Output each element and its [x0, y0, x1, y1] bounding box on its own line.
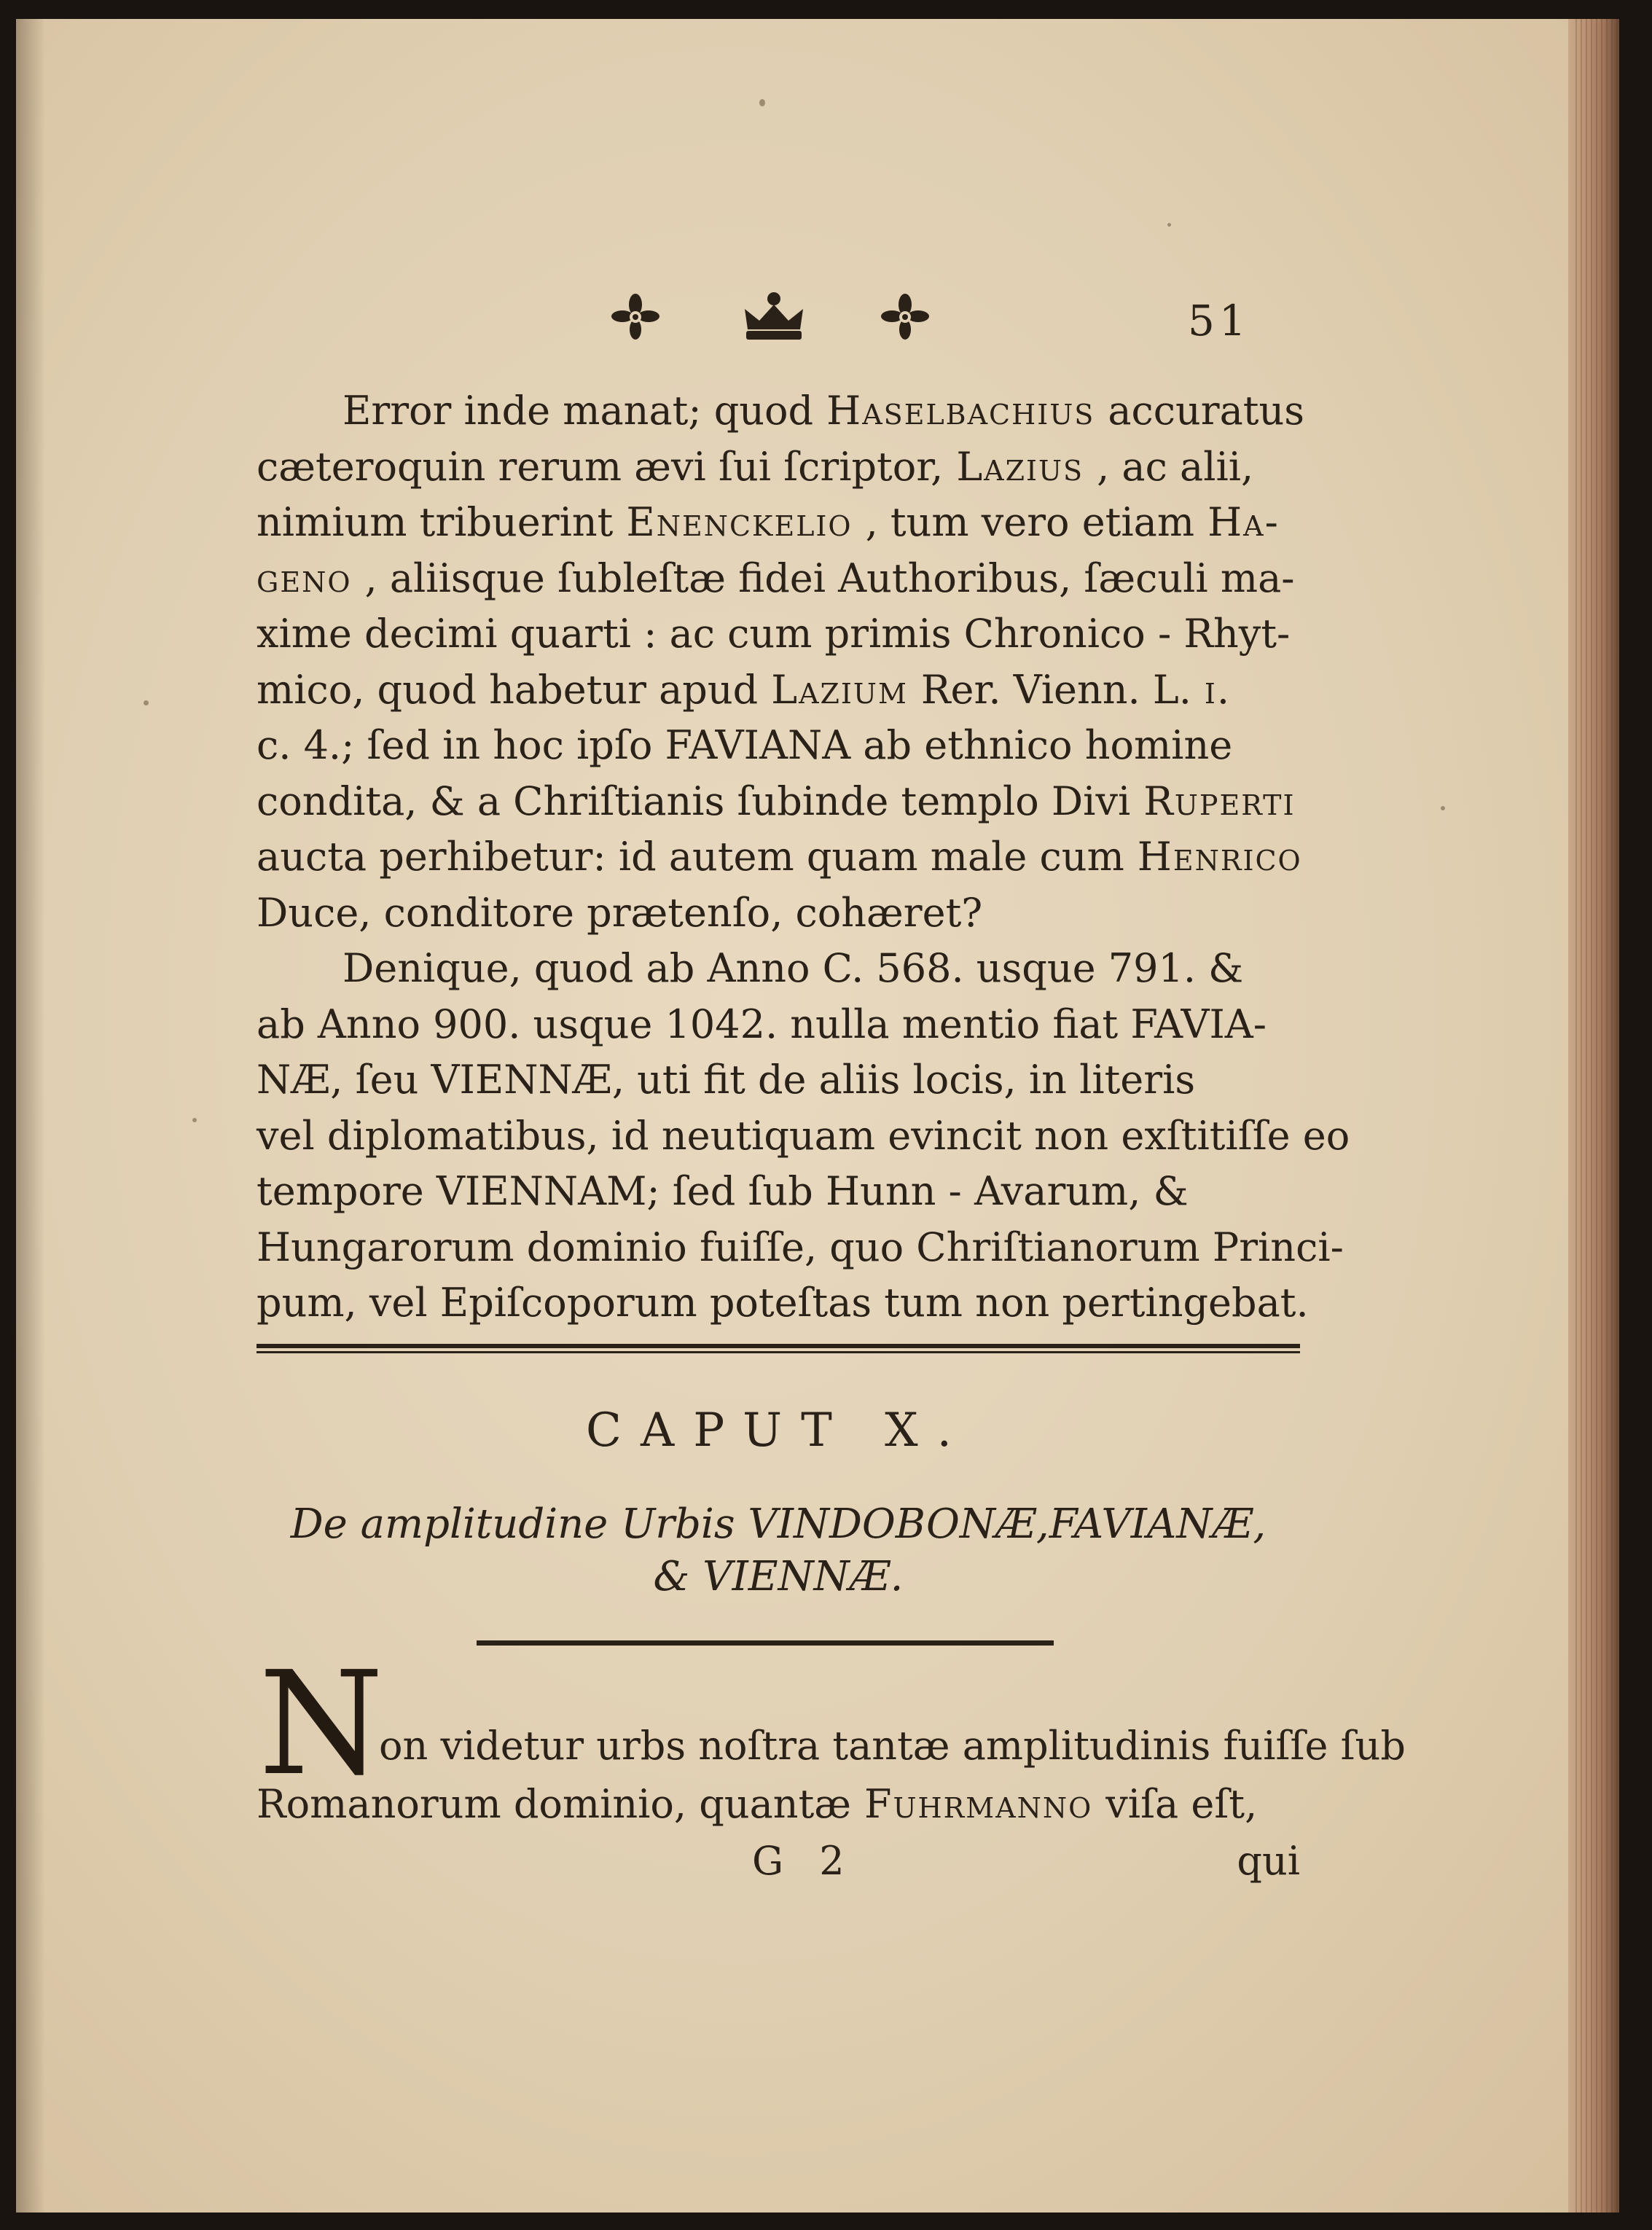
text-line: Denique, quod ab Anno C. 568. usque 791. & [342, 945, 1244, 991]
chapter-title: CAPUT X. [586, 1404, 971, 1458]
text-line: vel diplomatibus, id neutiquam evincit non exſtitiſſe eo [257, 1112, 1350, 1159]
paper-speck [1441, 806, 1445, 810]
text-line: ab Anno 900. usque 1042. nulla mentio fiat FAVIA- [257, 1001, 1267, 1047]
text-line: Romanorum dominio, quantæ Fuhrmanno viſa eſt, [257, 1781, 1258, 1827]
text-line: Hungarorum dominio fuiſſe, quo Chriſtianorum Princi- [257, 1224, 1344, 1270]
chapter-subtitle [257, 1498, 1300, 1603]
section-divider [257, 1344, 1300, 1354]
page-number: 51 [1188, 296, 1250, 345]
signature-mark: G 2 [752, 1838, 856, 1884]
paper-speck [1167, 223, 1171, 227]
text-line: NÆ, ſeu VIENNÆ, uti fit de aliis locis, in literis [257, 1057, 1196, 1103]
text-line: aucta perhibetur: id autem quam male cum Henrico [257, 834, 1302, 880]
chapter-subtitle-line: & VIENNÆ. [653, 1553, 904, 1600]
text-line: geno , aliisque ſubleſtæ fidei Authoribus, ſæculi ma- [257, 555, 1295, 601]
chapter-subtitle-line: De amplitudine Urbis VINDOBONÆ,FAVIANÆ, [290, 1501, 1267, 1548]
paper-speck [144, 700, 149, 705]
text-line: on videtur urbs noſtra tantæ amplitudinis fuiſſe ſub [379, 1723, 1406, 1769]
fleuron-icon [876, 289, 934, 347]
book-page [16, 19, 1619, 2213]
header-ornaments [606, 289, 942, 347]
text-line: Duce, conditore prætenſo, cohæret? [257, 889, 983, 936]
text-line: tempore VIENNAM; ſed ſub Hunn - Avarum, & [257, 1168, 1189, 1214]
text-line: c. 4.; ſed in hoc ipſo FAVIANA ab ethnico homine [257, 722, 1233, 768]
crown-icon [737, 289, 810, 347]
text-line: nimium tribuerint Enenckelio , tum vero etiam Ha- [257, 499, 1280, 545]
paper-speck [759, 99, 765, 106]
text-line: xime decimi quarti : ac cum primis Chronico - Rhyt- [257, 611, 1291, 657]
paper-speck [192, 1118, 197, 1122]
page-header [16, 281, 1619, 354]
text-line: mico, quod habetur apud Lazium Rer. Vienn. L. i. [257, 666, 1232, 713]
text-line: Error inde manat; quod Haselbachius accuratus [342, 388, 1305, 434]
text-line: condita, & a Chriſtianis ſubinde templo Divi Ruperti [257, 778, 1296, 824]
text-line: pum, vel Epiſcoporum poteſtas tum non pertingebat. [257, 1280, 1309, 1326]
body-text [257, 383, 1350, 1331]
subtitle-rule [477, 1640, 1054, 1646]
fleuron-icon [606, 289, 665, 347]
page-footer [257, 1838, 1300, 1896]
chapter-paragraph [257, 1717, 1406, 1834]
text-line: cæteroquin rerum ævi ſui ſcriptor, Lazius , ac alii, [257, 443, 1254, 490]
drop-cap: N [259, 1641, 384, 1807]
catchword: qui [1237, 1838, 1300, 1884]
